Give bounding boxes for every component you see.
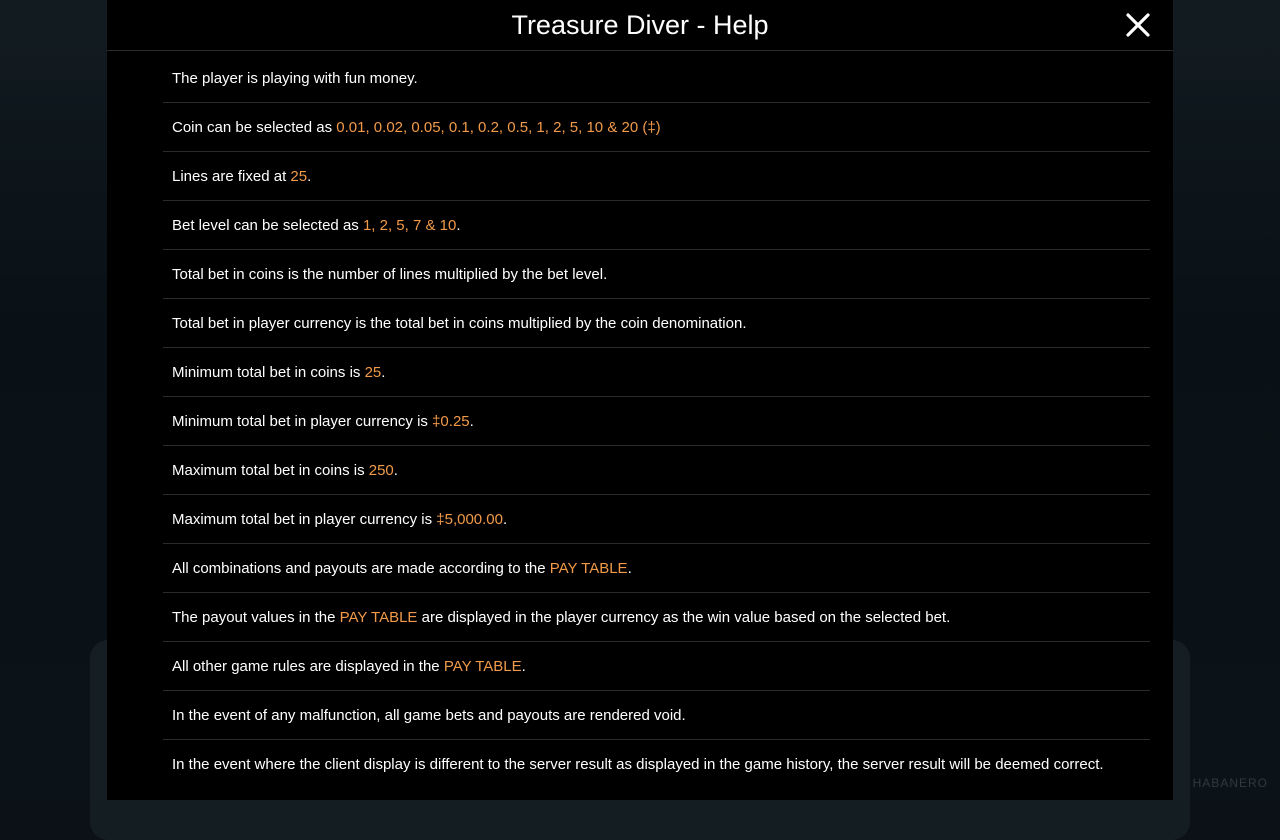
- rule-row: [163, 103, 1150, 152]
- rule-text: In the event where the client display is different to the server result as displayed in the game history, the server result will be deemed correct.: [172, 756, 1104, 773]
- rule-text: Minimum total bet in coins is 25.: [172, 364, 385, 381]
- brand-watermark: HABANERO: [1193, 776, 1268, 790]
- lines-value: 25: [290, 168, 307, 185]
- rules-list: [163, 54, 1150, 789]
- rule-text: Lines are fixed at 25.: [172, 168, 311, 185]
- pay-table-link[interactable]: PAY TABLE: [340, 609, 418, 626]
- rule-row: [163, 397, 1150, 446]
- pay-table-link[interactable]: PAY TABLE: [550, 560, 628, 577]
- rule-row: [163, 250, 1150, 299]
- rule-text: The payout values in the PAY TABLE are displayed in the player currency as the win value based on the selected bet.: [172, 609, 950, 626]
- coin-values: 0.01, 0.02, 0.05, 0.1, 0.2, 0.5, 1, 2, 5, 10 & 20 (‡): [336, 119, 660, 136]
- rule-text: Maximum total bet in coins is 250.: [172, 462, 398, 479]
- rule-text: Total bet in player currency is the total bet in coins multiplied by the coin denomination.: [172, 315, 746, 332]
- rule-row: [163, 691, 1150, 740]
- rule-row: [163, 544, 1150, 593]
- help-header: [107, 0, 1173, 51]
- rule-text: Minimum total bet in player currency is ‡0.25.: [172, 413, 474, 430]
- max-bet-currency-value: ‡5,000.00: [436, 511, 503, 528]
- rule-row: [163, 54, 1150, 103]
- rule-row: [163, 201, 1150, 250]
- rule-text: Maximum total bet in player currency is ‡5,000.00.: [172, 511, 507, 528]
- rule-row: [163, 740, 1150, 789]
- max-bet-coins-value: 250: [369, 462, 394, 479]
- rule-row: [163, 593, 1150, 642]
- rule-text: The player is playing with fun money.: [172, 70, 418, 87]
- rule-text: All combinations and payouts are made according to the PAY TABLE.: [172, 560, 632, 577]
- close-icon: [1123, 10, 1153, 40]
- rule-row: [163, 348, 1150, 397]
- rule-text: Coin can be selected as 0.01, 0.02, 0.05, 0.1, 0.2, 0.5, 1, 2, 5, 10 & 20 (‡): [172, 119, 661, 136]
- close-button[interactable]: [1123, 10, 1153, 40]
- rule-row: [163, 446, 1150, 495]
- help-panel: [107, 0, 1173, 800]
- bet-level-values: 1, 2, 5, 7 & 10: [363, 217, 456, 234]
- rule-text: In the event of any malfunction, all game bets and payouts are rendered void.: [172, 707, 686, 724]
- help-title: Treasure Diver - Help: [107, 9, 1173, 41]
- min-bet-coins-value: 25: [365, 364, 382, 381]
- rule-row: [163, 642, 1150, 691]
- rule-text: Total bet in coins is the number of lines multiplied by the bet level.: [172, 266, 607, 283]
- rule-row: [163, 299, 1150, 348]
- pay-table-link[interactable]: PAY TABLE: [444, 658, 522, 675]
- min-bet-currency-value: ‡0.25: [432, 413, 470, 430]
- rule-row: [163, 152, 1150, 201]
- rule-row: [163, 495, 1150, 544]
- rule-text: All other game rules are displayed in the PAY TABLE.: [172, 658, 526, 675]
- rule-text: Bet level can be selected as 1, 2, 5, 7 & 10.: [172, 217, 461, 234]
